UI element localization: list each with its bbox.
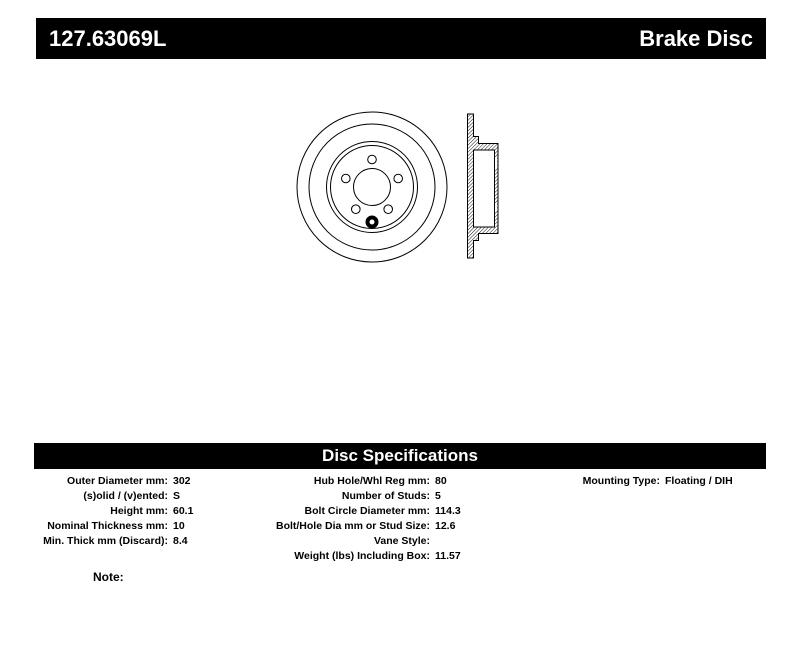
stud-hole (394, 174, 403, 183)
spec-row (28, 489, 193, 504)
header-bar (36, 18, 766, 59)
cross-section-profile (468, 114, 499, 258)
brake-disc-front-view (297, 112, 447, 262)
spec-value: 12.6 (435, 520, 456, 532)
spec-value: 302 (173, 475, 191, 487)
spec-value: 10 (173, 520, 185, 532)
spec-label: Weight (lbs) Including Box: (294, 550, 430, 562)
brake-disc-drawing (290, 100, 510, 270)
spec-value: 8.4 (173, 535, 188, 547)
spec-row (28, 519, 193, 534)
spec-label: Vane Style: (373, 535, 430, 547)
spec-label: Hub Hole/Whl Reg mm: (313, 475, 430, 487)
spec-label: Height mm: (110, 505, 168, 517)
center-bore (354, 169, 391, 206)
friction-surface-edge (309, 124, 435, 250)
stud-hole-section-gap (495, 157, 497, 168)
spec-row (28, 474, 193, 489)
spec-row (245, 474, 461, 489)
spec-row (28, 504, 193, 519)
spec-row (245, 534, 461, 549)
brake-disc-cross-section (468, 114, 499, 258)
stud-hole (352, 205, 361, 214)
spec-column-right (535, 474, 733, 489)
spec-label: Number of Studs: (341, 490, 430, 502)
spec-value: 11.57 (435, 550, 461, 562)
spec-row (245, 549, 461, 564)
spec-label: Nominal Thickness mm: (47, 520, 168, 532)
spec-label: Min. Thick mm (Discard): (43, 535, 168, 547)
spec-value: 5 (435, 490, 441, 502)
spec-column-middle (245, 474, 461, 564)
stud-hole (368, 155, 377, 164)
spec-row (28, 534, 193, 549)
spec-label: Outer Diameter mm: (67, 475, 168, 487)
stud-hole-section-gap (495, 203, 497, 211)
spec-value: S (173, 490, 181, 502)
product-type-title: Brake Disc (639, 25, 753, 51)
stud-hole (384, 205, 393, 214)
spec-section-title-bar (34, 443, 766, 469)
spec-value: 60.1 (173, 505, 194, 517)
note-label: Note: (93, 570, 124, 584)
set-screw-hole (368, 218, 377, 227)
spec-row (245, 489, 461, 504)
spec-row (245, 519, 461, 534)
spec-row (535, 474, 733, 489)
spec-value: Floating / DIH (665, 475, 733, 487)
stud-hole (342, 174, 351, 183)
spec-row (245, 504, 461, 519)
part-number: 127.63069L (49, 25, 167, 51)
spec-label: (s)olid / (v)ented: (83, 490, 168, 502)
spec-value: 80 (435, 475, 447, 487)
spec-column-left (28, 474, 193, 549)
disc-outer-edge (297, 112, 447, 262)
spec-label: Bolt Circle Diameter mm: (304, 505, 430, 517)
spec-label: Mounting Type: (582, 475, 660, 487)
spec-value: 114.3 (435, 505, 461, 517)
spec-label: Bolt/Hole Dia mm or Stud Size: (275, 520, 430, 532)
spec-section-title: Disc Specifications (322, 446, 478, 465)
